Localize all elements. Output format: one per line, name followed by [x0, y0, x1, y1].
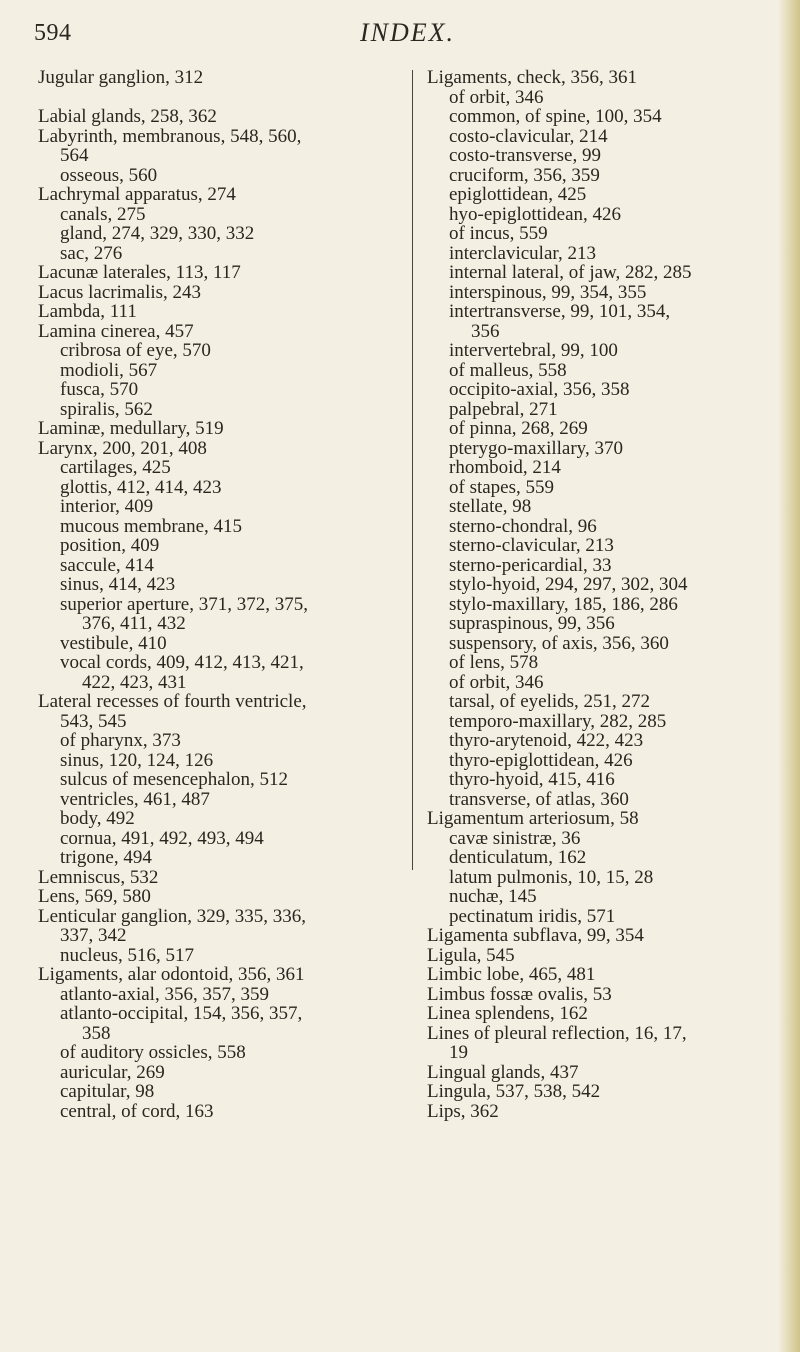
index-entry: sterno-clavicular, 213: [449, 535, 614, 556]
index-entry: glottis, 412, 414, 423: [60, 476, 222, 498]
index-entry: of auditory ossicles, 558: [60, 1042, 246, 1063]
index-entry: sinus, 120, 124, 126: [60, 749, 214, 771]
index-entry: suspensory, of axis, 356, 360: [449, 632, 669, 654]
index-entry: Lacus lacrimalis, 243: [38, 281, 202, 303]
index-entry: Ligaments, check, 356, 361: [427, 67, 638, 88]
index-entry: Lines of pleural reflection, 16, 17,: [427, 1022, 687, 1044]
index-entry: Limbic lobe, 465, 481: [427, 964, 596, 985]
index-entry: of malleus, 558: [449, 359, 567, 381]
index-entry: Lachrymal apparatus, 274: [38, 184, 236, 205]
index-entry: palpebral, 271: [449, 398, 558, 420]
index-column-right: [427, 68, 787, 1121]
index-entry: vocal cords, 409, 412, 413, 421,: [60, 652, 304, 673]
index-entry: intervertebral, 99, 100: [449, 340, 618, 361]
index-entry: supraspinous, 99, 356: [449, 613, 615, 634]
index-entry: internal lateral, of jaw, 282, 285: [449, 262, 692, 283]
index-entry: transverse, of atlas, 360: [449, 788, 629, 810]
index-entry: modioli, 567: [60, 359, 158, 381]
page-header: [0, 16, 800, 56]
index-entry: 358: [82, 1022, 111, 1044]
index-column-left: [38, 68, 398, 1121]
index-entry: interior, 409: [60, 496, 154, 517]
index-entry: trigone, 494: [60, 847, 152, 868]
index-entry: Lateral recesses of fourth ventricle,: [38, 691, 307, 712]
index-entry: pterygo-maxillary, 370: [449, 437, 623, 459]
index-entry: Lingula, 537, 538, 542: [427, 1081, 601, 1102]
index-entry: central, of cord, 163: [60, 1100, 214, 1122]
index-entry: 543, 545: [60, 710, 127, 732]
index-entry: common, of spine, 100, 354: [449, 106, 662, 127]
index-entry: Lambda, 111: [38, 301, 137, 322]
index-entry: Lens, 569, 580: [38, 886, 151, 907]
index-entry: 376, 411, 432: [82, 613, 186, 634]
index-entry: sterno-pericardial, 33: [449, 554, 612, 576]
index-entry: atlanto-axial, 356, 357, 359: [60, 983, 269, 1005]
running-title: INDEX.: [360, 18, 456, 47]
index-entry: costo-transverse, 99: [449, 145, 601, 166]
index-entry: cornua, 491, 492, 493, 494: [60, 827, 264, 849]
index-entry: Lamina cinerea, 457: [38, 320, 194, 342]
index-entry: sulcus of mesencephalon, 512: [60, 769, 288, 790]
index-entry: Labyrinth, membranous, 548, 560,: [38, 125, 302, 147]
index-entry: Labial glands, 258, 362: [38, 106, 217, 127]
index-entry: intertransverse, 99, 101, 354,: [449, 301, 671, 322]
index-entry: vestibule, 410: [60, 632, 167, 654]
index-entry: 564: [60, 145, 89, 166]
index-entry: costo-clavicular, 214: [449, 125, 608, 147]
index-entry: Ligula, 545: [427, 944, 515, 966]
index-entry: Jugular ganglion, 312: [38, 67, 204, 88]
index-entry: of lens, 578: [449, 652, 539, 673]
index-entry: Ligaments, alar odontoid, 356, 361: [38, 964, 305, 985]
index-entry: 19: [449, 1042, 468, 1063]
index-entry: denticulatum, 162: [449, 847, 587, 868]
index-entry: pectinatum iridis, 571: [449, 905, 616, 927]
index-entry: stellate, 98: [449, 496, 532, 517]
index-entry: nuchæ, 145: [449, 886, 537, 907]
index-entry: ventricles, 461, 487: [60, 788, 210, 810]
index-entry: of orbit, 346: [449, 671, 544, 693]
index-entry: temporo-maxillary, 282, 285: [449, 710, 667, 732]
index-entry: thyro-hyoid, 415, 416: [449, 769, 615, 790]
index-entry: sac, 276: [60, 242, 123, 264]
index-entry: Ligamenta subflava, 99, 354: [427, 925, 644, 946]
index-entry: Ligamentum arteriosum, 58: [427, 808, 639, 829]
index-entry: Lenticular ganglion, 329, 335, 336,: [38, 905, 307, 927]
index-entry: latum pulmonis, 10, 15, 28: [449, 866, 654, 888]
index-entry: capitular, 98: [60, 1081, 155, 1102]
blank-line: [38, 88, 398, 108]
index-entry: cartilages, 425: [60, 457, 171, 478]
index-entry: of stapes, 559: [449, 476, 555, 498]
index-entry: of pharynx, 373: [60, 730, 181, 751]
index-entry: thyro-arytenoid, 422, 423: [449, 730, 644, 751]
index-entry: auricular, 269: [60, 1061, 165, 1083]
index-entry: interspinous, 99, 354, 355: [449, 281, 647, 303]
index-entry: mucous membrane, 415: [60, 515, 243, 537]
index-entry: spiralis, 562: [60, 398, 153, 420]
index-entry: nucleus, 516, 517: [60, 944, 195, 966]
index-entry: Linea splendens, 162: [427, 1003, 588, 1024]
index-entry: thyro-epiglottidean, 426: [449, 749, 633, 771]
index-entry: fusca, 570: [60, 379, 139, 400]
index-entry: Laminæ, medullary, 519: [38, 418, 224, 439]
index-entry: cruciform, 356, 359: [449, 164, 600, 186]
index-entry: occipito-axial, 356, 358: [449, 379, 630, 400]
index-entry: Larynx, 200, 201, 408: [38, 437, 207, 459]
index-entry: tarsal, of eyelids, 251, 272: [449, 691, 651, 712]
index-entry: cavæ sinistræ, 36: [449, 827, 581, 849]
index-entry: cribrosa of eye, 570: [60, 340, 211, 361]
index-entry: rhomboid, 214: [449, 457, 561, 478]
index-entry: epiglottidean, 425: [449, 184, 587, 205]
index-entry: interclavicular, 213: [449, 242, 596, 264]
index-entry: superior aperture, 371, 372, 375,: [60, 593, 308, 615]
index-entry: hyo-epiglottidean, 426: [449, 203, 622, 225]
index-entry: of orbit, 346: [449, 86, 544, 108]
index-entry: of pinna, 268, 269: [449, 418, 588, 439]
index-entry: position, 409: [60, 535, 160, 556]
index-entry: saccule, 414: [60, 554, 154, 576]
index-entry: osseous, 560: [60, 164, 158, 186]
index-entry: gland, 274, 329, 330, 332: [60, 223, 255, 244]
index-entry: stylo-maxillary, 185, 186, 286: [449, 593, 678, 615]
index-entry: stylo-hyoid, 294, 297, 302, 304: [449, 574, 688, 595]
index-entry: 422, 423, 431: [82, 671, 187, 693]
index-entry: of incus, 559: [449, 223, 548, 244]
column-divider: [412, 70, 413, 870]
index-entry: canals, 275: [60, 203, 146, 225]
index-entry: Limbus fossæ ovalis, 53: [427, 983, 612, 1005]
page-number: 594: [34, 20, 72, 46]
index-entry: atlanto-occipital, 154, 356, 357,: [60, 1003, 303, 1024]
index-entry: 356: [471, 320, 500, 342]
index-entry: sinus, 414, 423: [60, 574, 176, 595]
index-entry: 337, 342: [60, 925, 127, 946]
index-entry: Lemniscus, 532: [38, 866, 159, 888]
index-entry: sterno-chondral, 96: [449, 515, 597, 537]
index-entry: Lips, 362: [427, 1100, 499, 1122]
index-entry: Lingual glands, 437: [427, 1061, 579, 1083]
index-entry: body, 492: [60, 808, 135, 829]
index-entry: Lacunæ laterales, 113, 117: [38, 262, 241, 283]
